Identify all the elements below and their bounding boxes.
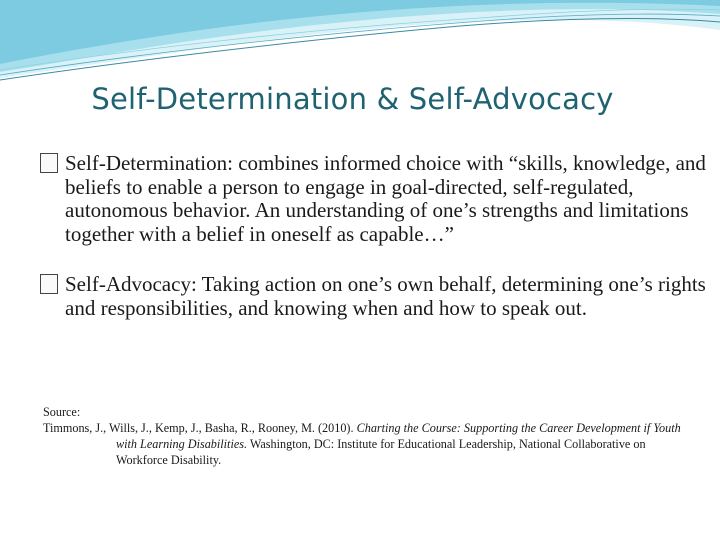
bullet-self-determination	[40, 152, 710, 246]
citation-text	[43, 420, 693, 468]
bullet-marker-icon	[40, 153, 58, 173]
citation-publisher: Washington, DC: Institute for Educational Leadership, National Collaborative on Workforce Disability.	[116, 437, 646, 467]
bullet-text: Self-Determination: combines informed choice with “skills, knowledge, and beliefs to enable a person to engage in goal-directed, self-regulated, autonomous behavior. An understanding of one’s strengths and limitations together with a belief in oneself as capable…”	[65, 151, 706, 246]
bullet-text: Self-Advocacy: Taking action on one’s own behalf, determining one’s rights and responsibilities, and knowing when and how to speak out.	[65, 272, 706, 320]
source-citation	[43, 404, 693, 468]
bullet-self-advocacy	[40, 273, 710, 320]
bullet-marker-icon	[40, 274, 58, 294]
header-wave-decoration	[0, 0, 720, 90]
source-label: Source:	[43, 405, 81, 419]
citation-title: Charting the Course: Supporting the Career Development if Youth with Learning Disabilities.	[116, 421, 681, 451]
citation-authors: Timmons, J., Wills, J., Kemp, J., Basha, R., Rooney, M. (2010).	[43, 421, 354, 435]
bullet-list	[40, 152, 710, 320]
slide-title: Self-Determination & Self-Advocacy	[91, 82, 614, 116]
